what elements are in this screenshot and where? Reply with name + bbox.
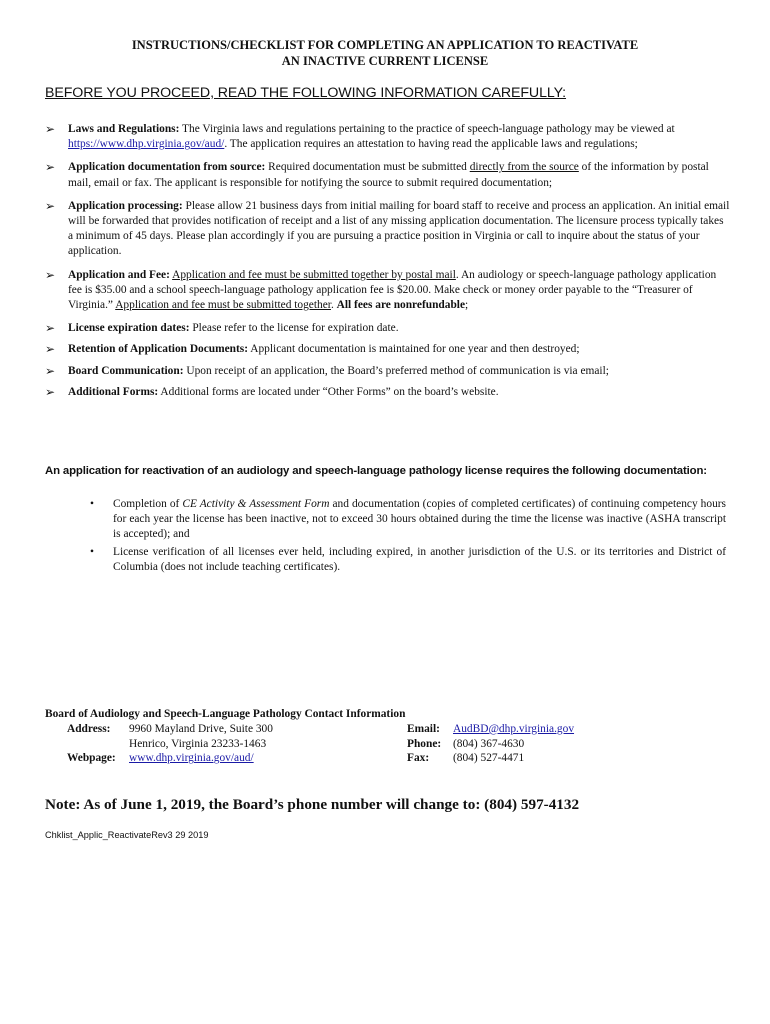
email-label: Email:	[407, 722, 440, 735]
communication-label: Board Communication:	[68, 364, 184, 377]
laws-text: The Virginia laws and regulations pertaining to the practice of speech-language pathology may be viewed at	[179, 123, 675, 135]
list-item-fee	[45, 268, 730, 314]
expiration-text: Please refer to the license for expiration date.	[189, 322, 399, 335]
fax-value: (804) 527-4471	[453, 752, 525, 765]
contact-block	[45, 707, 645, 766]
docs-underline: directly from the source	[469, 161, 579, 174]
list-item-expiration	[45, 321, 730, 336]
read-carefully-banner: BEFORE YOU PROCEED, READ THE FOLLOWING INFORMATION CAREFULLY:	[45, 85, 567, 101]
webpage-link[interactable]: www.dhp.virginia.gov/aud/	[129, 752, 254, 765]
title-line-2: AN INACTIVE CURRENT LICENSE	[281, 53, 489, 68]
requirement-ce	[90, 497, 726, 543]
arrow-bullet-icon: ➢	[45, 321, 56, 336]
fee-text: . An audiology or speech-language pathology application fee is $35.00 and a school speech-language pathology application fee is $20.00. Make check or money order payable to the “Treasurer of Virginia.”	[68, 268, 717, 312]
title-line-1: INSTRUCTIONS/CHECKLIST FOR COMPLETING AN APPLICATION TO REACTIVATE	[131, 38, 639, 52]
fee-nonrefundable: All fees are nonrefundable	[336, 299, 466, 312]
document-title	[60, 38, 710, 69]
list-item-processing	[45, 199, 730, 260]
address-line-1: 9960 Mayland Drive, Suite 300	[129, 722, 273, 735]
laws-text-end: . The application requires an attestation to having read the applicable laws and regulations;	[224, 138, 638, 151]
ce-text-end: and documentation (copies of completed certificates) of continuing competency hours for each year the license has been inactive, not to exceed 30 hours obtained during the time the license was inactive (ASHA transcript is accepted); and	[113, 498, 726, 541]
list-item-documentation	[45, 160, 730, 190]
docs-text-end: of the information by postal mail, email or fax. The applicant is responsible for notifying the source to submit required documentation;	[68, 161, 709, 189]
forms-label: Additional Forms:	[68, 385, 159, 398]
dot-bullet-icon: •	[90, 498, 94, 510]
requirement-verification	[90, 545, 726, 575]
processing-label: Application processing:	[68, 199, 183, 212]
contact-row-3	[45, 751, 645, 766]
phone-value: (804) 367-4630	[453, 737, 525, 750]
arrow-bullet-icon: ➢	[45, 363, 56, 378]
fee-text-2: .	[330, 299, 337, 312]
address-label: Address:	[67, 722, 111, 735]
phone-label: Phone:	[407, 737, 442, 750]
webpage-label: Webpage:	[67, 752, 116, 765]
contact-row-1	[45, 722, 645, 737]
forms-text: Additional forms are located under “Other Forms” on the board’s website.	[158, 385, 499, 398]
list-item-laws	[45, 122, 730, 152]
dot-bullet-icon: •	[90, 545, 94, 558]
communication-text: Upon receipt of an application, the Board’s preferred method of communication is via email;	[183, 364, 609, 377]
list-item-forms	[45, 385, 730, 400]
fax-label: Fax:	[407, 752, 430, 765]
ce-form-name: CE Activity & Assessment Form	[182, 498, 330, 510]
instruction-list	[45, 122, 730, 406]
revision-footer: Chklist_Applic_ReactivateRev3 29 2019	[45, 830, 209, 840]
retention-label: Retention of Application Documents:	[68, 343, 249, 356]
contact-heading: Board of Audiology and Speech-Language Pathology Contact Information	[45, 708, 406, 720]
arrow-bullet-icon: ➢	[45, 198, 56, 213]
address-line-2: Henrico, Virginia 23233-1463	[129, 737, 267, 750]
arrow-bullet-icon: ➢	[45, 267, 56, 282]
contact-row-2	[45, 737, 645, 752]
laws-link[interactable]: https://www.dhp.virginia.gov/aud/	[68, 138, 225, 151]
fee-label: Application and Fee:	[68, 268, 170, 281]
expiration-label: License expiration dates:	[68, 322, 190, 335]
laws-label: Laws and Regulations:	[68, 123, 180, 135]
fee-underline-1: Application and fee must be submitted together by postal mail	[172, 268, 456, 281]
retention-text: Applicant documentation is maintained for one year and then destroyed;	[248, 343, 580, 356]
arrow-bullet-icon: ➢	[45, 122, 56, 136]
fee-underline-2: Application and fee must be submitted together	[115, 299, 331, 312]
list-item-communication	[45, 364, 730, 379]
processing-text: Please allow 21 business days from initial mailing for board staff to receive and process an application. An initial email will be forwarded that provides notification of receipt and a list of any missing application documentation. The licensure process typically takes a minimum of 45 days. Please plan accordingly if you are pursuing a practice position in Virginia or call to inquire about the status of your application.	[68, 199, 730, 258]
email-link[interactable]: AudBD@dhp.virginia.gov	[453, 722, 575, 735]
requirements-heading: An application for reactivation of an audiology and speech-language pathology license requires the following documentation:	[45, 465, 707, 477]
arrow-bullet-icon: ➢	[45, 342, 56, 357]
phone-change-note: Note: As of June 1, 2019, the Board’s phone number will change to: (804) 597-4132	[45, 796, 580, 813]
arrow-bullet-icon: ➢	[45, 160, 56, 175]
docs-label: Application documentation from source:	[68, 161, 266, 174]
list-item-retention	[45, 342, 730, 357]
fee-text-3: ;	[465, 299, 469, 312]
docs-text: Required documentation must be submitted	[265, 161, 470, 174]
ce-text: Completion of	[113, 498, 183, 510]
verification-text: License verification of all licenses ever held, including expired, in another jurisdiction of the U.S. or its territories and District of Columbia (does not include teaching certificates).	[113, 545, 726, 573]
requirements-list	[90, 497, 726, 577]
arrow-bullet-icon: ➢	[45, 384, 56, 399]
